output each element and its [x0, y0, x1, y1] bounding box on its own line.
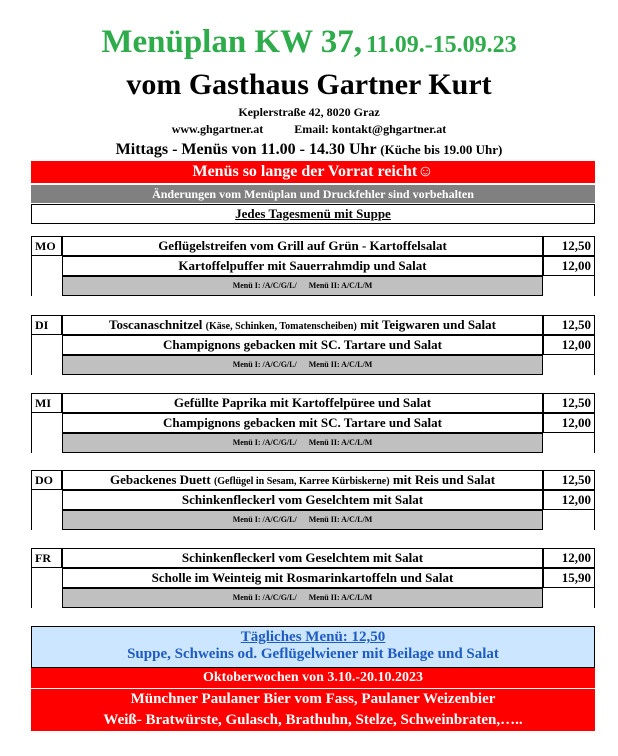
disclaimer-banner: Änderungen vom Menüplan und Druckfehler sind vorbehalten: [31, 185, 595, 203]
allergen-menu-2: Menü II: A/C/L/M: [308, 281, 373, 290]
title-main: Menüplan KW 37,: [101, 24, 363, 60]
title-dates: 11.09.-15.09.23: [366, 32, 517, 58]
menu-1-name: Gefüllte Paprika mit Kartoffelpüree und Salat: [173, 395, 432, 410]
website-link[interactable]: www.ghgartner.at: [171, 122, 264, 136]
menu-2-price: 12,00: [543, 490, 595, 510]
right-rule: [594, 276, 595, 296]
menu-1-price: 12,50: [543, 236, 595, 256]
menu-2-price: 12,00: [543, 335, 595, 355]
allergen-menu-2: Menü II: A/C/L/M: [308, 360, 373, 369]
oktoberfest-line-2: Weiß- Bratwürste, Gulasch, Brathuhn, Stelze, Schweinbraten,…..: [103, 712, 523, 728]
left-rule: [31, 490, 32, 530]
oktoberfest-box: [31, 689, 595, 731]
menu-1-dish: [62, 236, 543, 256]
left-rule: [31, 413, 32, 453]
menu-1-dish: [62, 548, 543, 568]
menu-1-note: (Käse, Schinken, Tomatenscheiben): [205, 321, 357, 332]
allergen-menu-1: Menü I: /A/C/G/L/: [232, 281, 297, 290]
daily-menu-box: [31, 626, 595, 668]
menu-1-price: 12,00: [543, 548, 595, 568]
allergen-menu-2: Menü II: A/C/L/M: [308, 438, 373, 447]
menu-2-price: 12,00: [543, 413, 595, 433]
allergen-info: [62, 433, 543, 453]
oktoberfest-line-1: Münchner Paulaner Bier vom Fass, Paulaner Weizenbier: [130, 691, 496, 707]
address: Keplerstraße 42, 8020 Graz: [238, 105, 380, 119]
menu-1-price: 12,50: [543, 470, 595, 490]
right-rule: [594, 433, 595, 453]
allergen-menu-1: Menü I: /A/C/G/L/: [232, 438, 297, 447]
menu-1-note: (Geflügel in Sesam, Karree Kürbiskerne): [213, 476, 390, 487]
menu-2-dish: Kartoffelpuffer mit Sauerrahmdip und Salat: [62, 256, 543, 276]
page-title: [0, 24, 618, 61]
menu-1-name: Toscanaschnitzel: [109, 317, 203, 332]
allergen-info: [62, 510, 543, 530]
right-rule: [594, 588, 595, 608]
day-label: FR: [31, 548, 62, 568]
left-rule: [31, 256, 32, 296]
opening-hours: [0, 141, 618, 159]
menu-2-price: 12,00: [543, 256, 595, 276]
menu-2-price: 15,90: [543, 568, 595, 588]
contact-line: [0, 122, 618, 137]
restaurant-name: vom Gasthaus Gartner Kurt: [126, 68, 492, 101]
menu-2-dish: Champignons gebacken mit SC. Tartare und Salat: [62, 335, 543, 355]
day-label: MI: [31, 393, 62, 413]
menu-1-suffix: mit Teigwaren und Salat: [360, 317, 496, 332]
menu-1-price: 12,50: [543, 315, 595, 335]
day-label: DO: [31, 470, 62, 490]
menu-2-dish: Champignons gebacken mit SC. Tartare und Salat: [62, 413, 543, 433]
menu-1-price: 12,50: [543, 393, 595, 413]
allergen-menu-2: Menü II: A/C/L/M: [308, 593, 373, 602]
menu-1-dish: [62, 393, 543, 413]
right-rule: [594, 355, 595, 375]
menu-1-name: Gebackenes Duett: [109, 472, 211, 487]
soup-note-text: Jedes Tagesmenü mit Suppe: [235, 206, 391, 221]
day-label: DI: [31, 315, 62, 335]
menu-1-suffix: mit Reis und Salat: [392, 472, 496, 487]
soup-note: [31, 204, 595, 224]
menu-1-dish: [62, 315, 543, 335]
allergen-menu-2: Menü II: A/C/L/M: [308, 515, 373, 524]
hours-main: Mittags - Menüs von 11.00 - 14.30 Uhr: [115, 141, 377, 158]
menu-1-name: Geflügelstreifen vom Grill auf Grün - Kartoffelsalat: [158, 238, 447, 253]
menu-1-dish: [62, 470, 543, 490]
allergen-menu-1: Menü I: /A/C/G/L/: [232, 515, 297, 524]
day-label: MO: [31, 236, 62, 256]
allergen-info: [62, 276, 543, 296]
right-rule: [594, 510, 595, 530]
allergen-info: [62, 355, 543, 375]
hours-note: (Küche bis 19.00 Uhr): [380, 142, 503, 157]
allergen-menu-1: Menü I: /A/C/G/L/: [232, 360, 297, 369]
menu-1-name: Schinkenfleckerl vom Geselchtem mit Salat: [181, 550, 424, 565]
oktoberfest-dates: Oktoberwochen von 3.10.-20.10.2023: [31, 668, 595, 688]
allergen-menu-1: Menü I: /A/C/G/L/: [232, 593, 297, 602]
email-link[interactable]: Email: kontakt@ghgartner.at: [294, 122, 447, 136]
left-rule: [31, 335, 32, 375]
daily-menu-title: Tägliches Menü: 12,50: [240, 629, 386, 645]
allergen-info: [62, 588, 543, 608]
menu-2-dish: Schinkenfleckerl vom Geselchtem mit Salat: [62, 490, 543, 510]
menu-2-dish: Scholle im Weinteig mit Rosmarinkartoffeln und Salat: [62, 568, 543, 588]
stock-banner: Menüs so lange der Vorrat reicht☺: [31, 161, 595, 183]
left-rule: [31, 568, 32, 608]
daily-menu-description: Suppe, Schweins od. Geflügelwiener mit Beilage und Salat: [127, 646, 499, 662]
